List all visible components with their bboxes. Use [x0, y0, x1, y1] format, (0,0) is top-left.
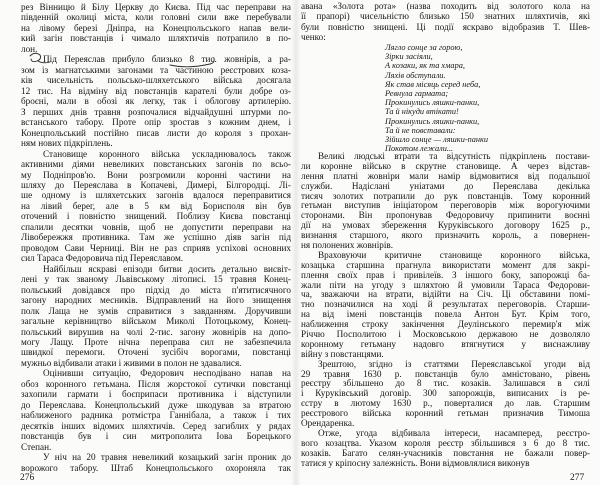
text-line: лені у так званому Львівському літописі. 15 травня Конец- — [21, 274, 291, 285]
text-line: активними діями невеликих повстанських загонів по всьо- — [21, 159, 291, 170]
text-line: служби. Надіслані уніатами до Переяслава декілька — [301, 181, 590, 191]
text-line: Враховуючи критичне становище коронного війська, — [318, 250, 590, 260]
text-line: десятків інших відомих шляхтичів. Серед загиблих у рядах — [21, 420, 291, 431]
poem-line: А козаки, як та хмара, — [385, 61, 465, 71]
page-gutter — [291, 0, 301, 485]
text-line: Орендаренка. — [301, 419, 355, 429]
text-line: Отже, угода відбивала інтереси, насамперед, реєстро- — [318, 428, 590, 438]
text-line: му Подніпров'ю. Вони розгромили коронні частини на — [21, 169, 291, 180]
text-line: У ніч на 20 травня невеликий козацький загін проник до — [43, 452, 291, 463]
poem-line: Зійшло сонце — ляшки-панки — [385, 134, 489, 144]
text-line: могу Лащу. Проте нічна переправа сил не забезпечила — [21, 337, 291, 347]
text-line: Річчю Посполитою і Московською державою не дозволяло — [301, 330, 590, 340]
text-line: встанського табору. Проте опір зростав з кожним днем, і — [21, 117, 291, 128]
text-line: повстанців був і син митрополита Іова Борецького — [21, 431, 291, 442]
text-line: 12 тис. На відміну від повстанців карателі були добре оз- — [21, 85, 291, 96]
text-line: авана «Золота рота» (назва походить від золотого кола на — [301, 1, 590, 11]
text-line: ли коронне військо в скрутне становище. А через відстав- — [301, 161, 590, 171]
text-line: на лівому березі Дніпра, на Конецпольського напав вели- — [21, 22, 291, 33]
text-line: південній околиці міста, коли головні сили вже перебували — [21, 12, 291, 23]
text-line: Зрештою, згідно із статтями Переяславської угоди від — [318, 359, 590, 369]
poem-line: Ревнула гармата; — [385, 88, 449, 98]
text-line: коронному гетьману надовго втягнутися у виснажливу — [301, 339, 590, 349]
text-line: кий загін повстанців і чимало шляхтичів потрапило в по- — [21, 33, 291, 44]
text-line: війну з повстанцями. — [301, 349, 384, 359]
text-line: сил Тараса Федоровича під Переяславом. — [21, 253, 184, 264]
text-line: проводом Сави Черниці. Він не раз сприяв успіхові основних — [21, 242, 291, 253]
text-line: реєстрового війська коронний гетьман призначив Тимоша — [301, 409, 590, 419]
left-page-text — [21, 2, 291, 473]
poem-line: Зірки засіяли, — [385, 52, 433, 62]
text-line: швидкої перемоги. Оточені зусібіч ворогами, повстанці — [21, 347, 291, 358]
text-line: рез Вінницю й Білу Церкву до Києва. Під час переправи на — [21, 2, 291, 12]
right-page-intro — [301, 1, 590, 42]
text-line: її прапорі) чисельністю близько 150 знатних шляхтичів, які — [301, 11, 590, 22]
text-line: оточений і повністю знищений. Поблизу Києва повстанці — [21, 211, 291, 222]
text-line: плення своїх прав і привілеїв. З іншого боку, запорожці ба- — [301, 270, 590, 280]
text-line: ків чисельність польсько-шляхетського війська досягала — [21, 75, 291, 86]
text-line: козаків. Багато селян-учасників повстання не бажали повер- — [301, 448, 590, 458]
poem-line: Прокинулись ляшки-панки, — [385, 116, 480, 126]
text-line: спалили десятки човнів, щоб не допустити переправи на — [21, 221, 291, 232]
poem-line: Лягло сонце за горою, — [385, 43, 463, 52]
text-line: гетьман виступив ініціатором переговорів між ворогуючими — [301, 201, 590, 211]
text-line: ня полонених жовнірів. — [301, 241, 394, 251]
text-line: тисяч золотих потрапили до рук повстанців. Тому коронний — [301, 191, 590, 201]
text-line: Оцінивши ситуацію, Федорович несподівано напав на — [43, 368, 291, 379]
right-page-text — [301, 152, 590, 469]
text-line: загону народних месників. Відправлений на його знищення — [21, 295, 291, 306]
text-line: реєстру збільшено до 8 тис. козаків. Залишався в силі — [301, 379, 590, 389]
text-line: козацька старшина прагнула використати момент для закрі- — [301, 260, 590, 270]
text-line: обоз коронного гетьмана. Після жорстокої сутички повстанці — [21, 378, 291, 389]
page-number: 277 — [570, 473, 585, 483]
poem-line: Ляхів обступали. — [385, 70, 446, 80]
text-line: ворожого табору. Штаб Конецпольського охороняла так — [21, 462, 291, 473]
text-line: на лівий берег, але в 5 км від Борисполя він був — [21, 200, 291, 211]
text-line: до Переяслава. Конецпольський дуже шкодував за втратою — [21, 399, 291, 410]
text-line: 29 травня 1630 р. повстанців було амністовано, рівень — [301, 369, 590, 379]
text-line: шляху до Переяслава в Копачеві, Димері, Білгородці. Лі- — [21, 179, 291, 190]
text-line: ше одному із шляхетських загонів вдалося переправитися — [21, 190, 291, 201]
text-line: і Куруківський договір. 300 запорожців, виписаних із ре- — [301, 389, 590, 399]
text-line: ням нових підкріплень. — [21, 138, 113, 149]
text-line: броєні, мали в обозі як легку, так і облогову артилерію. — [21, 96, 291, 107]
text-line: татися у кріпосну залежність. Вони відмовлялися виконув — [301, 458, 530, 468]
text-line: мужньо відбивали атаки і живими в полон не здавалися. — [21, 357, 242, 368]
text-line: вого козацтва. Указом короля реєстр збільшився з 6 до 8 тис. — [301, 438, 590, 448]
text-line: З перших днів травня розпочалися відчайдушні штурми по- — [21, 106, 291, 117]
text-line: ченко: — [301, 31, 326, 42]
text-line: полк Лаща не зумів справитися з завданням. Доручивши — [21, 305, 291, 316]
text-line: жали піти на угоду з шляхтою й умовили Тараса Федорови- — [301, 280, 590, 290]
text-line: захопили гармати і боєприпаси противника і відступили — [21, 389, 291, 400]
text-line: сторонами. Він пропонував Федоровичу припинити воєнні — [301, 211, 590, 221]
text-line: Становище коронного війська ускладнювалось також — [43, 148, 291, 159]
page-number: 276 — [20, 473, 35, 483]
poem-line: Та й нікуди втікати! — [385, 107, 459, 117]
text-line: Найбільш яскраві епізоди битви досить детально висвіт- — [43, 263, 291, 274]
text-line: були повністю знищені. Ці події яскраво відобразив Т. Шев- — [301, 21, 590, 32]
text-line: Степан. — [21, 441, 52, 452]
text-line: загальне керівництво військом Миколі Потоцькому, Конец- — [21, 316, 291, 327]
text-line: Конецпольський постійно писав листи до короля з прохан- — [21, 127, 291, 138]
text-line: Під Переяслав прибуло близько 8 тис. жовнірів, а ра- — [43, 54, 291, 65]
text-line: польський вирушив на чолі 2-тис. загону жовнірів на допо- — [21, 326, 291, 337]
text-line: лення платні жовніри мали намір відмовитися від подальшої — [301, 171, 590, 181]
text-line: польський довідався про підхід до міста п'ятитисячного — [21, 284, 291, 295]
text-line: тно позначилися на ході й результатах переговорів. Старши- — [301, 300, 590, 310]
poem-quote — [385, 43, 585, 153]
text-line: на від імені повстанців повела Антон Бут. Крім того, — [301, 310, 590, 320]
text-line: зом із магнатськими загонами та частиною реєстрових коза- — [21, 64, 291, 75]
poem-line: Прокинулись ляшки-панки, — [385, 98, 480, 108]
text-line: наближення строку закінчення Деулінського перемир'я між — [301, 320, 590, 330]
text-line: Великі людські втрати та відсутність підкріплень постави- — [318, 152, 590, 161]
text-line: визнання старшого, якого призначить король, а повернен- — [301, 231, 590, 241]
text-line: ча, зважаючи на втрати, відійти на Січ. Ці обставини помі- — [301, 290, 590, 300]
poem-line: Як став місяць серед неба, — [385, 79, 481, 89]
text-line: Лівобережжя противника. Там же успішно діяв загін під — [21, 232, 291, 243]
poem-line: Та й не повставали: — [385, 125, 456, 135]
text-line: лон. — [21, 43, 38, 54]
text-line: єстру в лютому 1630 р., поверталися до лав. Старшим — [301, 399, 590, 409]
text-line: наближеного радника ротмістра Ганнібала, а також і тих — [21, 410, 291, 421]
text-line: дії на умовах збереження Куруківського договору 1625 р., — [301, 221, 590, 231]
poem-line: Покотом лежали... — [385, 144, 454, 154]
